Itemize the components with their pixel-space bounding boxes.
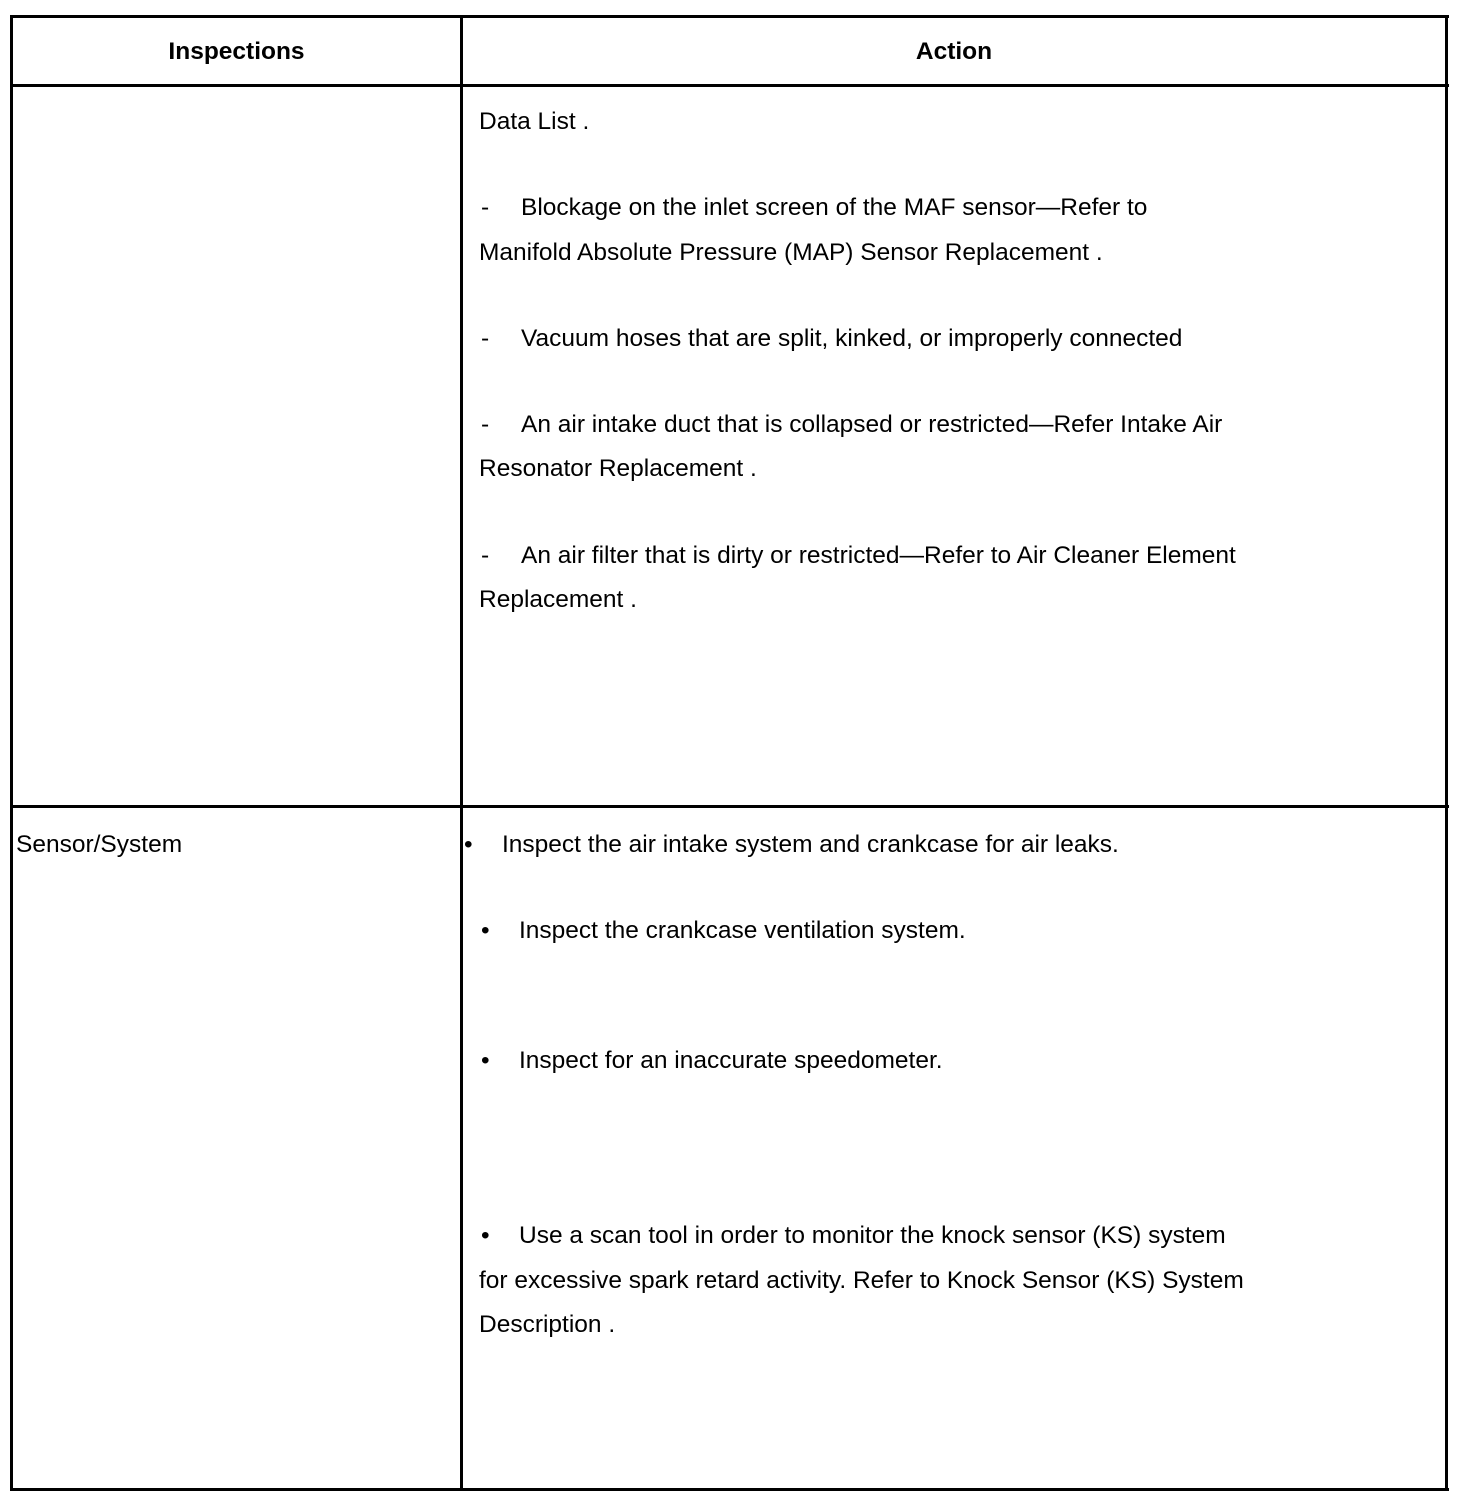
bullet-dot: • bbox=[481, 1047, 490, 1074]
column-divider bbox=[460, 15, 463, 1491]
list-item-line: Description . bbox=[479, 1311, 616, 1338]
list-item-line: Use a scan tool in order to monitor the knock sensor (KS) system bbox=[519, 1222, 1226, 1249]
dash-bullet: - bbox=[481, 411, 490, 438]
list-item-line: Inspect the air intake system and crankcase for air leaks. bbox=[502, 831, 1119, 858]
list-item-line: Manifold Absolute Pressure (MAP) Sensor Replacement . bbox=[479, 239, 1103, 266]
dash-bullet: - bbox=[481, 194, 490, 221]
bullet-dot: • bbox=[481, 917, 490, 944]
header-inspections: Inspections bbox=[168, 38, 305, 65]
list-item-line: Replacement . bbox=[479, 586, 637, 613]
list-item-line: Blockage on the inlet screen of the MAF sensor—Refer to bbox=[521, 194, 1148, 221]
table-border-top bbox=[10, 15, 1449, 18]
list-item-line: Vacuum hoses that are split, kinked, or improperly connected bbox=[521, 325, 1183, 352]
header-divider bbox=[10, 84, 1449, 87]
list-item-line: Inspect for an inaccurate speedometer. bbox=[519, 1047, 943, 1074]
row2-inspection-cell: Sensor/System bbox=[16, 831, 183, 858]
list-item-line: An air filter that is dirty or restricted—Refer to Air Cleaner Element bbox=[521, 542, 1236, 569]
row-divider bbox=[10, 805, 1449, 808]
list-item-line: Resonator Replacement . bbox=[479, 455, 757, 482]
header-action: Action bbox=[915, 38, 993, 65]
dash-bullet: - bbox=[481, 325, 490, 352]
table-border-left bbox=[10, 15, 13, 1491]
bullet-dot: • bbox=[464, 831, 473, 858]
table-border-bottom bbox=[10, 1488, 1449, 1491]
row1-lead-line: Data List . bbox=[479, 108, 590, 135]
dash-bullet: - bbox=[481, 542, 490, 569]
list-item-line: for excessive spark retard activity. Refer to Knock Sensor (KS) System bbox=[479, 1267, 1244, 1294]
list-item-line: Inspect the crankcase ventilation system. bbox=[519, 917, 966, 944]
list-item-line: An air intake duct that is collapsed or restricted—Refer Intake Air bbox=[521, 411, 1223, 438]
table-border-right bbox=[1445, 15, 1448, 1491]
bullet-dot: • bbox=[481, 1222, 490, 1249]
